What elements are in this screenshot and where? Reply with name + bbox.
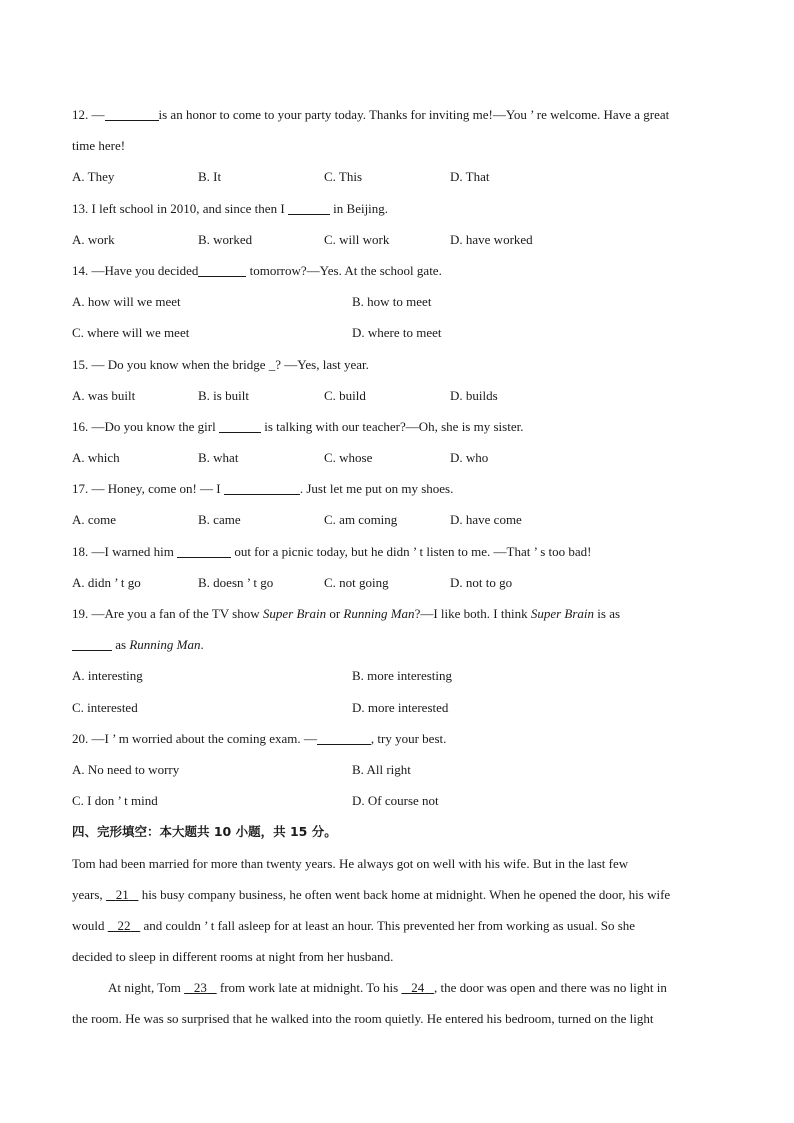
answer-blank [105, 106, 159, 121]
question-text: is an honor to come to your party today. Thanks for inviting me!—You ’ re welcome. Have a great [158, 107, 670, 122]
option-c: C. build [324, 387, 366, 403]
option-c: C. will work [324, 231, 390, 247]
question-19 [72, 598, 732, 629]
option-c: C. I don ’ t mind [72, 793, 158, 809]
question-12 [72, 99, 732, 130]
option-a: A. how will we meet [72, 294, 181, 310]
option-a: A. come [72, 512, 117, 528]
section-title: 四、完形填空：本大题共 10 小题，共 15 分。 [72, 824, 337, 840]
passage-text: from work late at midnight. To his [216, 980, 402, 996]
options-20-row1 [72, 754, 732, 785]
cloze-blank-22 [108, 918, 141, 933]
passage-line: Tom had been married for more than twenty years. He always got on well with his wife. But in the last few [72, 855, 629, 871]
question-12-continued [72, 130, 732, 161]
show-title: Super Brain [530, 606, 595, 621]
option-b: B. worked [198, 231, 253, 247]
option-d: D. who [450, 450, 489, 466]
blank-number: 21 [115, 886, 129, 902]
options-12 [72, 161, 732, 192]
show-title: Running Man [129, 637, 201, 653]
blank-number: 22 [117, 917, 131, 933]
option-c: C. not going [324, 574, 389, 590]
question-14 [72, 255, 732, 286]
question-text: or [326, 606, 344, 621]
question-13 [72, 193, 732, 224]
passage-text: and couldn ’ t fall asleep for at least an hour. This prevented her from working as usual. So she [140, 917, 636, 933]
show-title: Super Brain [262, 606, 327, 621]
option-b: B. It [198, 169, 222, 185]
show-title: Running Man [343, 606, 415, 621]
exam-page [72, 99, 732, 1035]
options-14-row1 [72, 286, 732, 317]
passage-text: would [72, 917, 108, 933]
question-text: is talking with our teacher?—Oh, she is my sister. [264, 418, 524, 434]
option-d: D. not to go [450, 574, 513, 590]
question-text: 20. —I ’ m worried about the coming exam. — [72, 730, 317, 746]
option-c: C. where will we meet [72, 325, 190, 341]
question-text: out for a picnic today, but he didn ’ t listen to me. —That ’ s too bad! [234, 543, 592, 559]
options-19-row2 [72, 692, 732, 723]
options-17 [72, 504, 732, 535]
question-19-continued [72, 629, 732, 660]
question-text: 18. —I warned him [72, 543, 174, 559]
question-15 [72, 349, 732, 380]
option-b: B. more interesting [352, 668, 453, 684]
question-text: tomorrow?—Yes. At the school gate. [249, 262, 442, 278]
option-b: B. All right [352, 761, 411, 777]
answer-blank [219, 418, 261, 433]
option-b: B. what [198, 450, 239, 466]
option-c: C. This [324, 169, 363, 185]
question-18 [72, 536, 732, 567]
passage-text: , the door was open and there was no light in [433, 980, 667, 996]
blank-number: 24 [411, 980, 425, 996]
option-c: C. am coming [324, 512, 398, 528]
options-13 [72, 224, 732, 255]
options-15 [72, 380, 732, 411]
question-text: in Beijing. [333, 200, 389, 216]
option-b: B. doesn ’ t go [198, 574, 274, 590]
option-d: D. where to meet [352, 325, 442, 341]
answer-blank [317, 730, 371, 745]
answer-blank [72, 636, 112, 651]
option-d: D. have worked [450, 231, 533, 247]
option-b: B. how to meet [352, 294, 432, 310]
option-a: A. No need to worry [72, 761, 180, 777]
option-b: B. is built [198, 387, 249, 403]
option-a: A. work [72, 231, 115, 247]
answer-blank [198, 262, 246, 277]
question-text: as [112, 637, 130, 653]
option-a: A. which [72, 450, 120, 466]
passage-line: decided to sleep in different rooms at night from her husband. [72, 949, 394, 965]
passage-line [72, 972, 732, 1003]
option-a: A. They [72, 169, 115, 185]
option-d: D. more interested [352, 699, 449, 715]
option-d: D. That [450, 169, 490, 185]
question-text: . [200, 637, 204, 653]
option-a: A. didn ’ t go [72, 574, 141, 590]
question-text: 15. — Do you know when the bridge _? —Yes, last year. [72, 356, 369, 372]
answer-blank [288, 200, 330, 215]
options-19-row1 [72, 660, 732, 691]
question-text: , try your best. [370, 730, 447, 746]
question-text: is as [594, 606, 621, 621]
question-17 [72, 473, 732, 504]
cloze-blank-23 [184, 980, 217, 995]
option-d: D. Of course not [352, 793, 439, 809]
option-d: D. builds [450, 387, 498, 403]
question-text: 16. —Do you know the girl [72, 418, 216, 434]
option-c: C. whose [324, 450, 373, 466]
options-18 [72, 567, 732, 598]
question-text: ?—I like both. I think [414, 606, 531, 621]
passage-text: At night, Tom [108, 980, 185, 996]
answer-blank [177, 543, 231, 558]
question-text: 12. — [72, 107, 105, 122]
question-text: time here! [72, 138, 126, 154]
question-text: 17. — Honey, come on! — I [72, 481, 221, 497]
options-14-row2 [72, 317, 732, 348]
passage-text: years, [72, 886, 106, 902]
passage-line [72, 879, 732, 910]
question-20 [72, 723, 732, 754]
options-20-row2 [72, 785, 732, 816]
question-text: 14. —Have you decided [72, 262, 199, 278]
blank-number: 23 [193, 980, 207, 996]
passage-line [72, 910, 732, 941]
cloze-blank-21 [106, 887, 139, 902]
option-b: B. came [198, 512, 241, 528]
question-text: 19. —Are you a fan of the TV show [72, 606, 263, 621]
option-c: C. interested [72, 699, 138, 715]
question-16 [72, 411, 732, 442]
option-a: A. interesting [72, 668, 143, 684]
passage-text: his busy company business, he often went back home at midnight. When he opened the door, his wife [138, 886, 671, 902]
cloze-blank-24 [401, 980, 434, 995]
option-a: A. was built [72, 387, 136, 403]
option-d: D. have come [450, 512, 522, 528]
options-16 [72, 442, 732, 473]
passage-line: the room. He was so surprised that he walked into the room quietly. He entered his bedroom, turned on the light [72, 1011, 654, 1027]
answer-blank [224, 480, 300, 495]
question-text: . Just let me put on my shoes. [299, 481, 454, 497]
question-text: 13. I left school in 2010, and since then I [72, 200, 285, 216]
